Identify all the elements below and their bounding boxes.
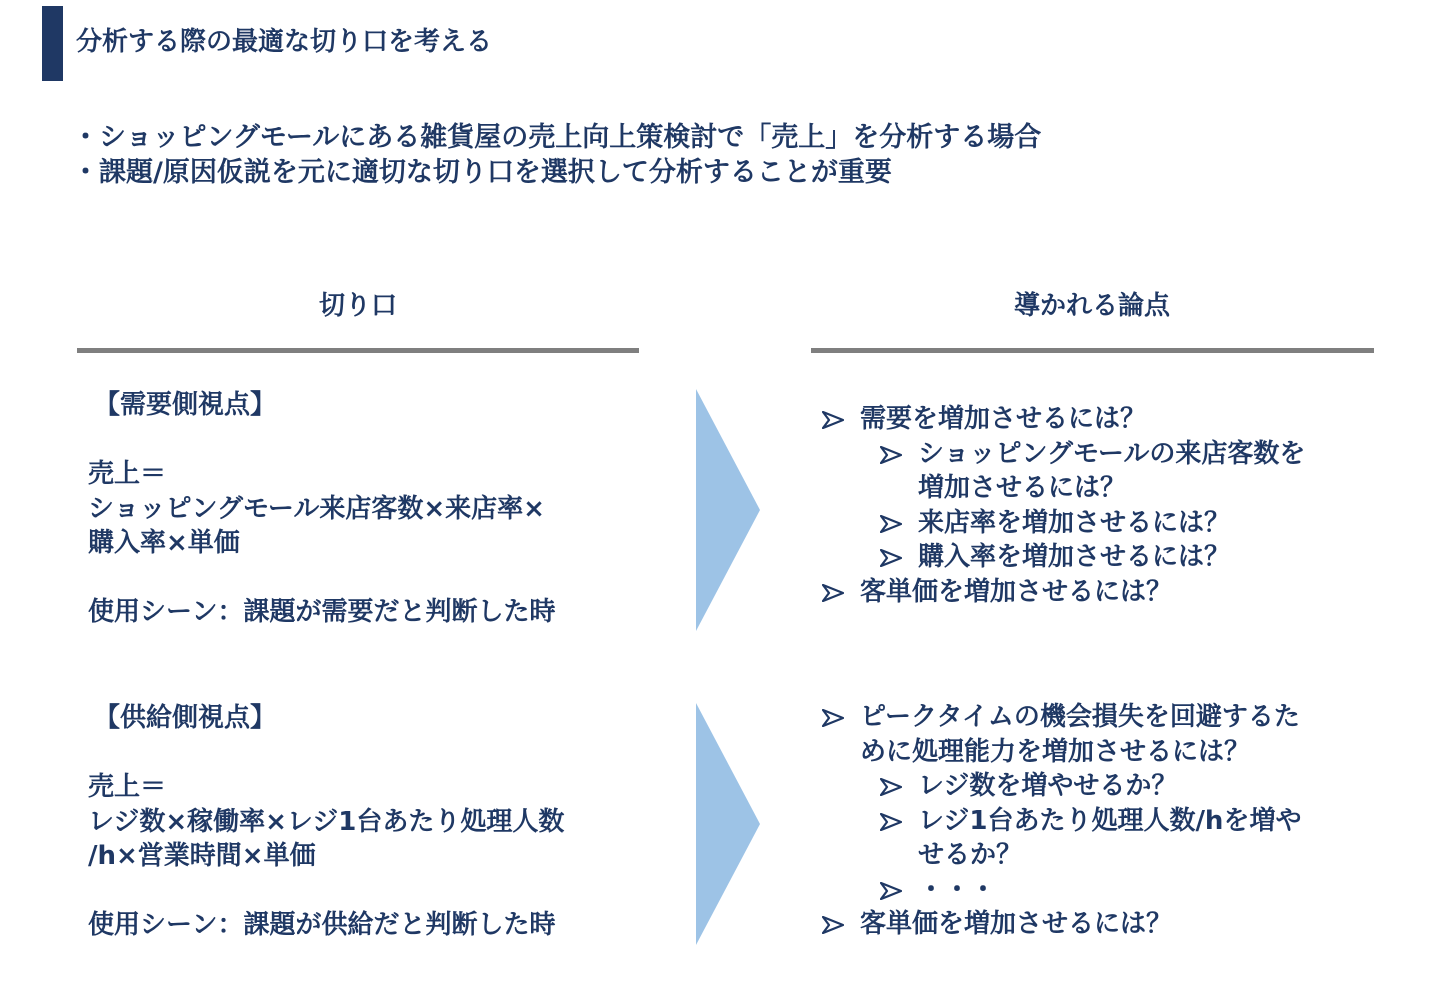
arrow-bullet-icon: [880, 446, 902, 464]
point-text: レジ1台あたり処理人数/hを増や: [918, 805, 1302, 836]
supply-formula-line: レジ数×稼働率×レジ1台あたり処理人数: [88, 806, 565, 837]
point-text-continued: 増加させるには？: [918, 473, 1127, 503]
arrow-bullet-icon: [822, 584, 844, 602]
supply-chevron-arrow: [696, 703, 760, 945]
demand-formula-line: ショッピングモール来店客数×来店率×: [88, 493, 545, 524]
supply-scene: 使用シーン：課題が供給だと判断した時: [88, 910, 556, 940]
point-text: 需要を増加させるには？: [860, 404, 1147, 434]
point-text-continued: せるか？: [918, 840, 1023, 870]
supply-points-list: [822, 700, 1301, 942]
list-item: [880, 769, 1301, 804]
list-item: [880, 437, 1305, 506]
list-item: [822, 402, 1305, 437]
arrow-bullet-icon: [822, 709, 844, 727]
arrow-bullet-icon: [880, 549, 902, 567]
demand-formula-line: 売上＝: [88, 459, 167, 489]
arrow-bullet-icon: [880, 778, 902, 796]
supply-label: 【供給側視点】: [94, 703, 277, 733]
title-accent-bar: [42, 6, 63, 81]
intro-line: ・課題/原因仮説を元に適切な切り口を選択して分析することが重要: [72, 157, 892, 188]
list-item: [880, 540, 1305, 575]
intro-line: ・ショッピングモールにある雑貨屋の売上向上策検討で「売上」を分析する場合: [72, 122, 1042, 153]
arrow-bullet-icon: [880, 813, 902, 831]
point-text: 購入率を増加させるには？: [918, 542, 1231, 572]
arrow-bullet-icon: [822, 411, 844, 429]
point-text: 客単価を増加させるには？: [860, 909, 1173, 939]
intro-text: [72, 120, 1041, 190]
demand-perspective-block: [88, 388, 555, 630]
point-text: ピークタイムの機会損失を回避するた: [860, 702, 1300, 732]
supply-formula-line: /h×営業時間×単価: [88, 841, 316, 871]
demand-chevron-arrow: [696, 389, 760, 631]
point-text: ・・・: [918, 874, 997, 905]
arrow-bullet-icon: [880, 882, 902, 900]
demand-scene: 使用シーン：課題が需要だと判断した時: [88, 597, 556, 627]
point-text: 来店率を増加させるには？: [918, 507, 1231, 538]
list-item: [880, 873, 1301, 908]
supply-perspective-block: [88, 701, 564, 943]
list-item: [880, 804, 1301, 873]
list-item: [880, 506, 1305, 541]
point-text-continued: めに処理能力を増加させるには？: [860, 736, 1251, 767]
right-column-header: 導かれる論点: [1013, 291, 1170, 321]
list-item: [822, 700, 1301, 769]
arrow-bullet-icon: [822, 916, 844, 934]
point-text: ショッピングモールの来店客数を: [918, 438, 1306, 469]
demand-points-list: [822, 402, 1305, 609]
list-item: [822, 907, 1301, 942]
left-column-rule: [77, 348, 639, 353]
point-text: レジ数を増やせるか？: [918, 771, 1178, 801]
demand-label: 【需要側視点】: [94, 390, 277, 420]
supply-formula-line: 売上＝: [88, 772, 167, 802]
left-column-header: 切り口: [318, 291, 397, 321]
arrow-bullet-icon: [880, 515, 902, 533]
point-text: 客単価を増加させるには？: [860, 576, 1173, 607]
page-title: 分析する際の最適な切り口を考える: [76, 27, 493, 57]
right-column-rule: [811, 348, 1374, 353]
demand-formula-line: 購入率×単価: [88, 528, 240, 558]
list-item: [822, 575, 1305, 610]
